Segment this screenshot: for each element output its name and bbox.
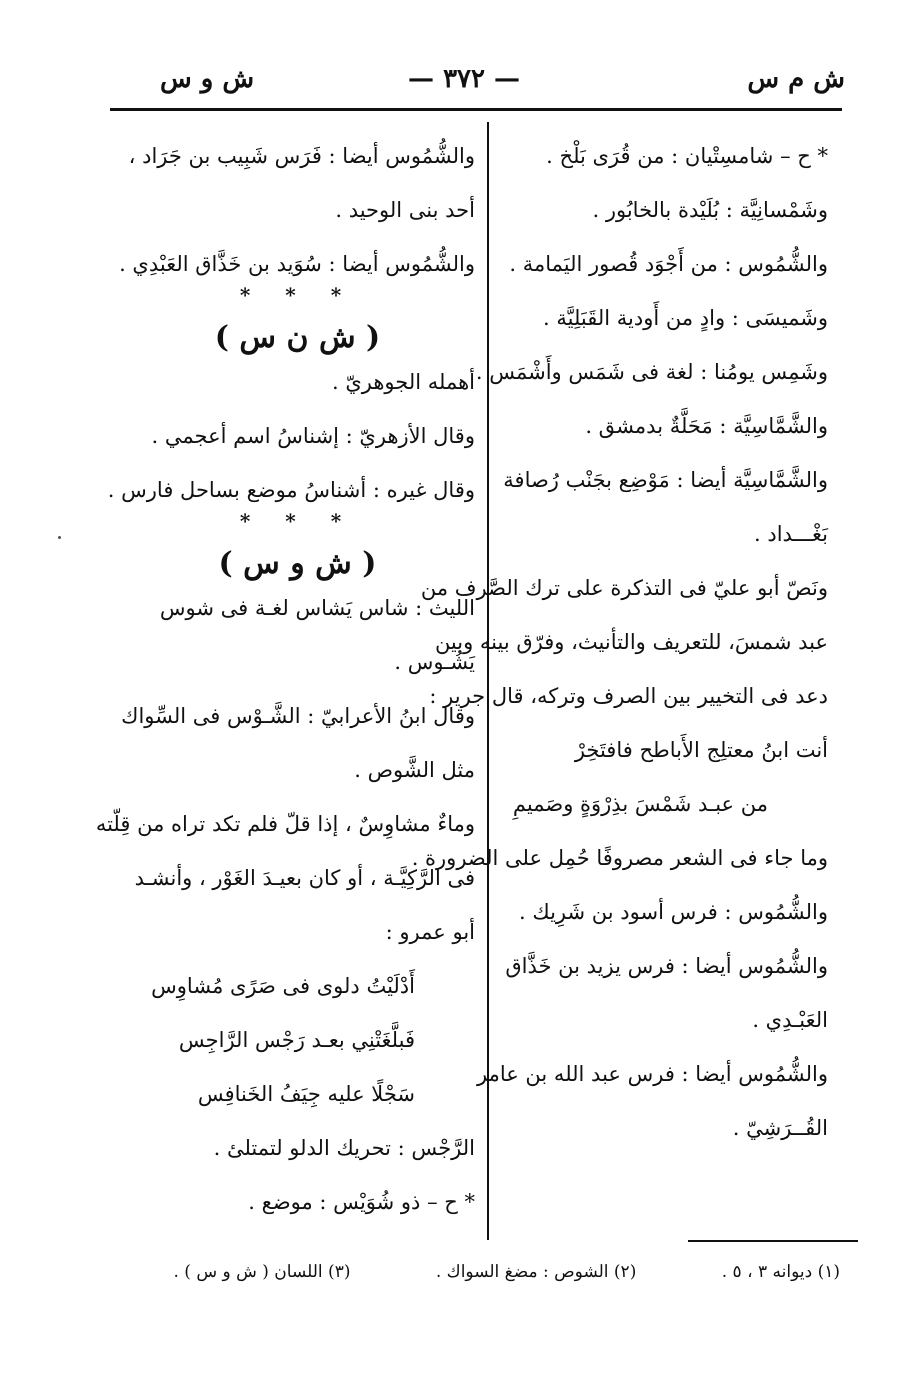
- entry-line: الرَّجْس : تحريك الدلو لتمتلئ .: [213, 1136, 475, 1160]
- poem-verse: من عبـد شَمْسَ بذِرْوَةٍ وصَميمِ: [512, 792, 768, 816]
- entry-line: أحد بنى الوحيد .: [335, 198, 475, 222]
- footnotes: [173, 1262, 840, 1282]
- entry-line: * ح – شامسِتْيان : من قُرَى بَلْخ .: [546, 144, 828, 168]
- entry-line: أهمله الجوهريّ .: [331, 370, 475, 394]
- entry-line: عبد شمسَ، للتعريف والتأنيث، وفرّق بينه وبين: [434, 630, 828, 654]
- entry-line: وشَمِس يومُنا : لغة فى شَمَس وأَشْمَس .: [475, 360, 828, 384]
- section-separator: * * *: [239, 509, 356, 533]
- entry-line: الليث : شاس يَشاس لغـة فى شوس: [159, 596, 475, 620]
- section-heading: ( ش و س ): [218, 546, 377, 581]
- entry-line: وقال ابنُ الأعرابيّ : الشَّـوْس فى السِّواك: [121, 704, 475, 728]
- header-root-left: ش و س: [160, 64, 255, 94]
- footnote: (٢) الشوص : مضغ السواك .: [435, 1262, 637, 1282]
- entry-line: يَشُـوس .: [394, 650, 475, 674]
- poem-verse: سَجْلًا عليه جِيَفُ الخَنافِس: [197, 1082, 415, 1106]
- entry-line: وما جاء فى الشعر مصروفًا حُمِل على الضرورة .: [411, 846, 828, 870]
- entry-line: وماءٌ مشاوِسٌ ، إذا قلّ فلم تكد تراه من قِلّته: [95, 812, 475, 836]
- footnote: (٣) اللسان ( ش و س ) .: [173, 1262, 351, 1282]
- left-column: [95, 140, 475, 1218]
- poem-verse: أَدْلَيْتُ دلوى فى صَرًى مُشاوِس: [151, 974, 415, 998]
- entry-line: وشَمْسانِيَّة : بُلَيْدة بالخابُور .: [592, 198, 828, 222]
- header-rule: [110, 108, 842, 111]
- section-separator: * * *: [239, 283, 356, 307]
- entry-line: العَبْـدِي .: [752, 1008, 828, 1032]
- entry-line: بَغْـــداد .: [754, 522, 828, 546]
- entry-line: والشَّمَّاسِيَّة أيضا : مَوْضِع بجَنْب رُصافة: [503, 468, 828, 492]
- entry-line: وشَميسَى : وادٍ من أَودية القَبَلِيَّة .: [543, 306, 828, 330]
- footnote: (١) ديوانه ٣ ، ٥ .: [721, 1262, 840, 1282]
- footnote-rule: [688, 1240, 858, 1242]
- entry-line: والشُّمُوس : من أَجْوَد قُصور اليَمامة .: [509, 252, 828, 276]
- header-root-right: ش م س: [747, 64, 845, 94]
- entry-line: والشُّمُوس أيضا : فرس يزيد بن خَذَّاق: [505, 954, 828, 978]
- entry-line: وقال الأزهريّ : إشناسُ اسم أعجمي .: [151, 424, 475, 448]
- entry-line: والشَّمَّاسِيَّة : مَحَلَّةٌ بدمشق .: [585, 414, 828, 438]
- entry-line: فى الرَّكِيَّـة ، أو كان بعيـدَ الغَوْر ، وأنشـد: [134, 866, 475, 890]
- section-heading: ( ش ن س ): [214, 320, 381, 355]
- entry-line: أبو عمرو :: [385, 920, 475, 944]
- entry-line: والشُّمُوس أيضا : فَرَس شَبِيب بن جَرَاد ،: [128, 144, 475, 168]
- entry-line: مثل الشَّوص .: [354, 758, 475, 782]
- speck: [58, 536, 61, 539]
- poem-verse: أنت ابنُ معتلِج الأَباطح فافتَخِرْ: [574, 738, 828, 762]
- entry-line: * ح – ذو شُوَيْس : موضع .: [248, 1190, 475, 1214]
- entry-line: وقال غيره : أشناسُ موضع بساحل فارس .: [107, 478, 475, 502]
- entry-line: ونَصّ أبو عليّ فى التذكرة على ترك الصَّرف من: [420, 576, 828, 600]
- entry-line: القُــرَشِيّ .: [732, 1116, 828, 1140]
- entry-line: والشُّمُوس أيضا : سُوَيد بن خَذَّاق العَبْدِي .: [119, 252, 475, 276]
- poem-verse: فَبلَّغَتْنِي بعـد رَجْس الرَّاجِس: [178, 1028, 415, 1052]
- entry-line: والشُّمُوس أيضا : فرس عبد الله بن عامر: [476, 1062, 828, 1086]
- entry-line: دعد فى التخيير بين الصرف وتركه، قال جرير :: [429, 684, 828, 708]
- page-number: — ٣٧٢ —: [408, 64, 521, 94]
- entry-line: والشُّمُوس : فرس أسود بن شَرِيك .: [519, 900, 828, 924]
